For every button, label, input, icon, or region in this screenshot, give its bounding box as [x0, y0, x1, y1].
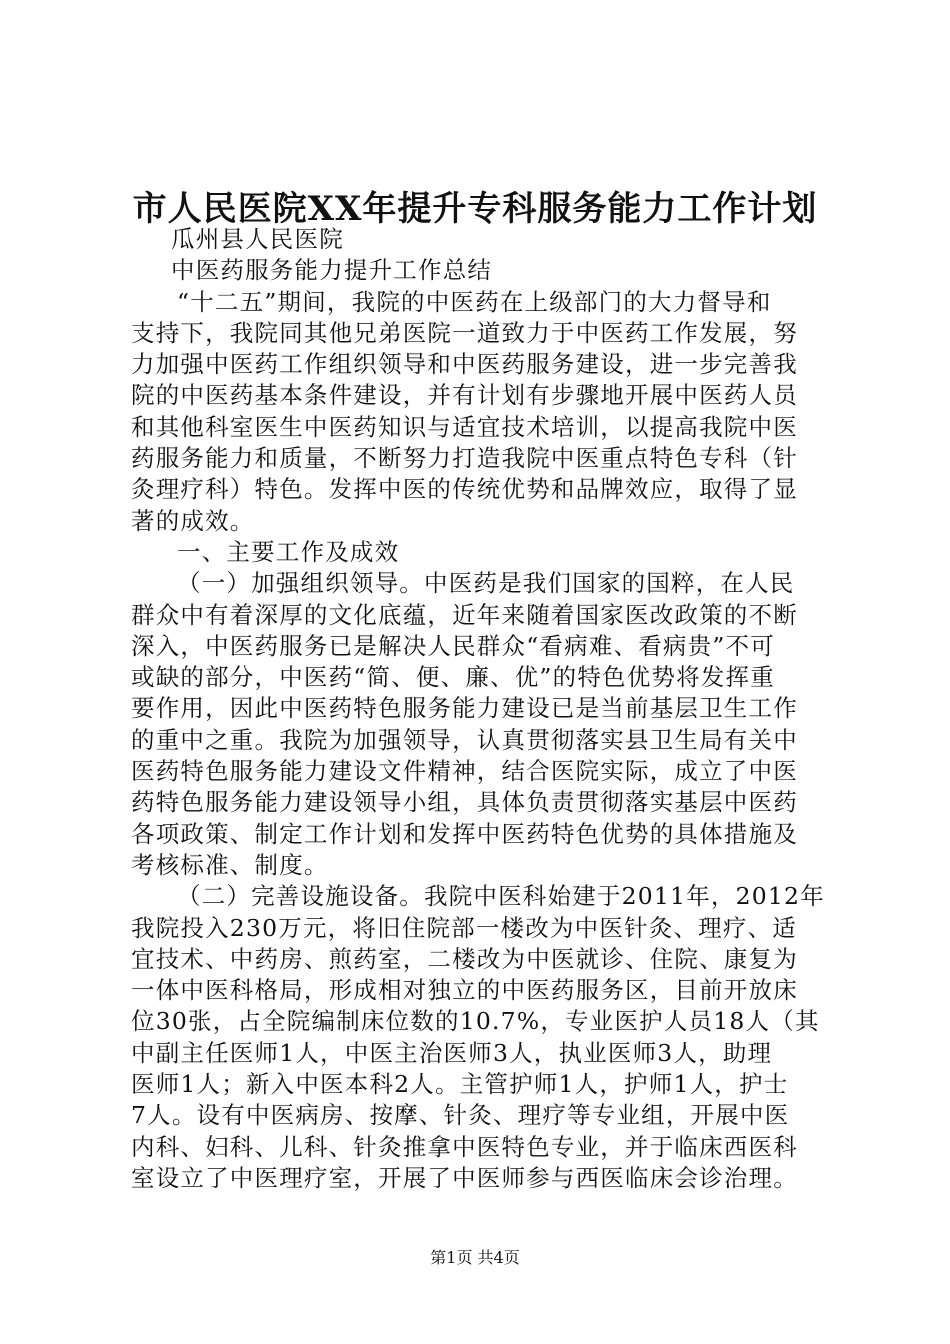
- text-line: 支持下，我院同其他兄弟医院一道致力于中医药工作发展，努: [131, 318, 798, 347]
- text-line: 中医药服务能力提升工作总结: [171, 256, 493, 285]
- text-line: 我院投入230万元，将旧住院部一楼改为中医针灸、理疗、适: [131, 913, 797, 942]
- text-line: 灸理疗科）特色。发挥中医的传统优势和品牌效应，取得了显: [131, 475, 798, 504]
- text-line: 或缺的部分，中医药“简、便、廉、优”的特色优势将发挥重: [131, 663, 775, 692]
- section-heading: 一、主要工作及成效: [177, 537, 400, 566]
- text-line: 医药特色服务能力建设文件精神，结合医院实际，成立了中医: [131, 757, 798, 786]
- text-line: 考核标准、制度。: [131, 850, 329, 879]
- text-line: 著的成效。: [131, 506, 255, 535]
- text-line: 内科、妇科、儿科、针灸推拿中医特色专业，并于临床西医科: [131, 1132, 798, 1161]
- text-line: 力加强中医药工作组织领导和中医药服务建设，进一步完善我: [131, 350, 798, 379]
- text-line: 各项政策、制定工作计划和发挥中医药特色优势的具体措施及: [131, 819, 798, 848]
- text-line: 室设立了中医理疗室，开展了中医师参与西医临床会诊治理。: [131, 1163, 798, 1192]
- text-line: 的重中之重。我院为加强领导，认真贯彻落实县卫生局有关中: [131, 725, 798, 754]
- text-line: 医师1人；新入中医本科2人。主管护师1人，护师1人，护士: [131, 1070, 789, 1099]
- text-line: 中副主任医师1人，中医主治医师3人，执业医师3人，助理: [131, 1038, 773, 1067]
- text-line: 和其他科室医生中医药知识与适宜技术培训，以提高我院中医: [131, 412, 798, 441]
- document-title: 市人民医院XX年提升专科服务能力工作计划: [132, 189, 818, 229]
- text-line: （二）完善设施设备。我院中医科始建于2011年，2012年: [177, 882, 825, 911]
- page-footer: 第1页 共4页: [430, 1248, 520, 1267]
- text-line: 宜技术、中药房、煎药室，二楼改为中医就诊、住院、康复为: [131, 944, 798, 973]
- text-line: 药特色服务能力建设领导小组，具体负责贯彻落实基层中医药: [131, 788, 798, 817]
- text-line: （一）加强组织领导。中医药是我们国家的国粹，在人民: [177, 569, 795, 598]
- text-line: 群众中有着深厚的文化底蕴，近年来随着国家医改政策的不断: [131, 600, 798, 629]
- text-line: “十二五”期间，我院的中医药在上级部门的大力督导和: [177, 287, 772, 316]
- text-line: 要作用，因此中医药特色服务能力建设已是当前基层卫生工作: [131, 694, 798, 723]
- text-line: 深入，中医药服务已是解决人民群众“看病难、看病贵”不可: [131, 631, 775, 660]
- text-line: 院的中医药基本条件建设，并有计划有步骤地开展中医药人员: [131, 381, 798, 410]
- text-line: 一体中医科格局，形成相对独立的中医药服务区，目前开放床: [131, 976, 798, 1005]
- text-line: 7人。设有中医病房、按摩、针灸、理疗等专业组，开展中医: [131, 1101, 790, 1130]
- document-body: [131, 224, 831, 1194]
- text-line: 药服务能力和质量，不断努力打造我院中医重点特色专科（针: [131, 444, 798, 473]
- text-line: 瓜州县人民医院: [171, 225, 344, 253]
- text-line: 位30张，占全院编制床位数的10.7%，专业医护人员18人（其: [131, 1007, 820, 1036]
